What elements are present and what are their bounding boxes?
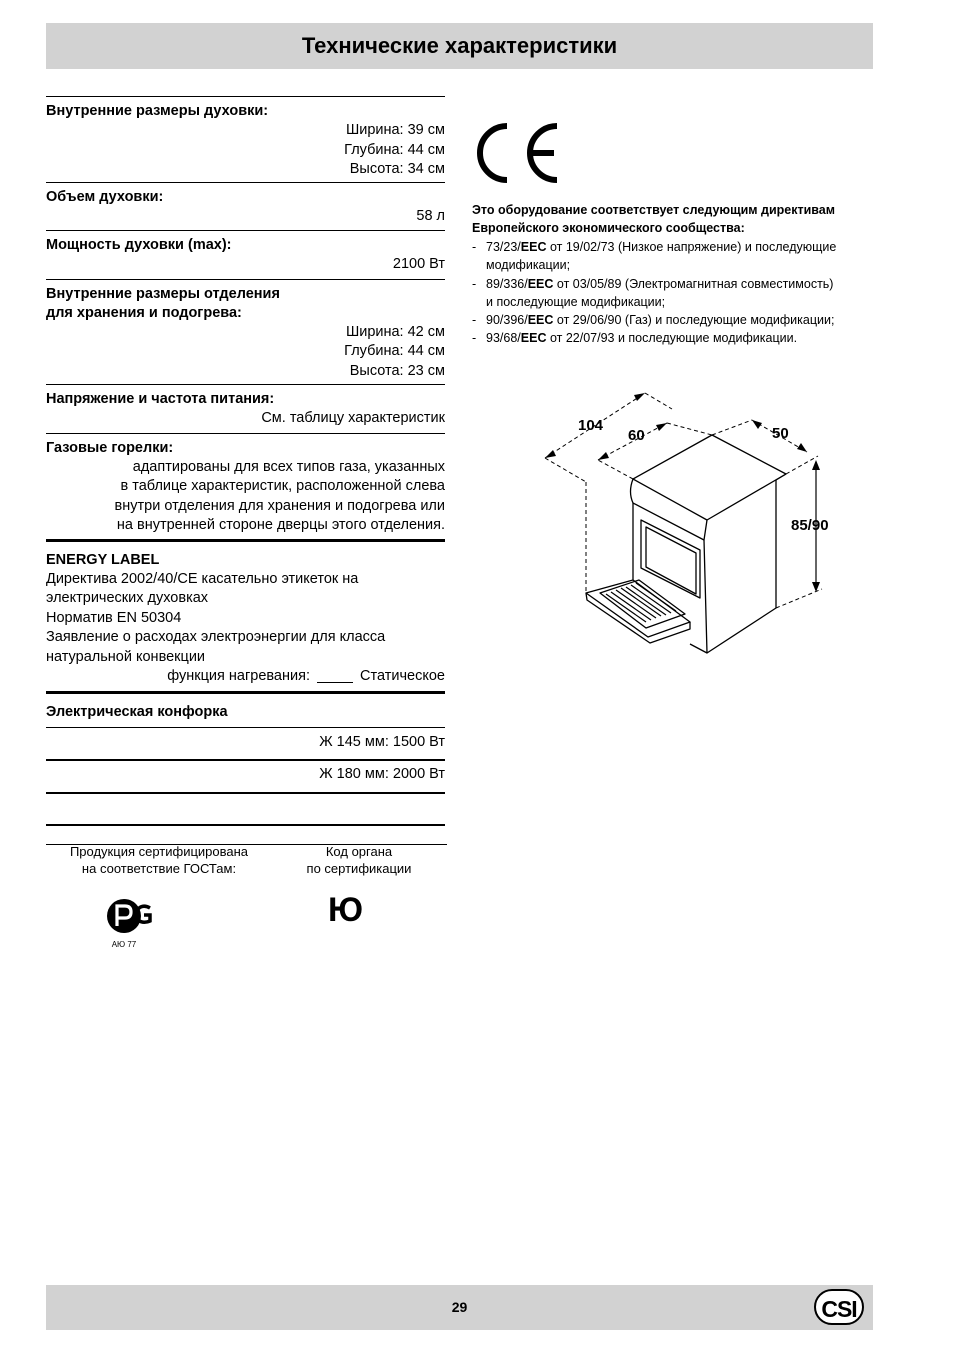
gas-burners-section [46,433,445,539]
energy-label-heading: ENERGY LABEL [46,551,160,568]
directive-text: от 29/06/90 (Газ) и последующие модификации; [553,313,835,328]
heating-function-row [46,667,445,687]
energy-label-line: Норматив EN 50304 [46,609,182,626]
specs-column [46,96,445,845]
gas-burners-line: в таблице характеристик, расположенной слева [120,478,445,494]
oven-volume-section [46,182,445,231]
gas-burners-label: Газовые горелки: [46,439,174,456]
directive-item [472,311,882,329]
energy-label-line: электрических духовках [46,590,209,606]
ce-intro-line1: Это оборудование соответствует следующим директивам [472,203,836,217]
directive-code: EEC [520,331,547,346]
directive-item [472,275,882,312]
energy-label-section [46,539,445,691]
energy-label-line: Заявление о расходах электроэнергии для класса [46,629,386,645]
cert-right-line2: по сертификации [306,861,412,876]
ce-compliance [472,202,882,348]
directive-number: 93/68/ [486,331,521,346]
hotplate-row-value: Ж 145 мм: 1500 Вт [319,733,445,750]
cert-left-line1: Продукция сертифицирована [69,844,249,859]
hotplate-divider [46,792,445,824]
oven-height: Высота: 34 см [349,161,445,177]
storage-dimensions-section [46,279,445,385]
voltage-value: См. таблицу характеристик [261,410,445,426]
directive-item [472,238,882,275]
page-title: Технические характеристики [301,33,618,58]
ce-mark-icon [472,120,562,186]
storage-height: Высота: 23 см [349,362,445,379]
cooktop-surface [633,435,786,520]
cert-left-line2: на соответствие ГОСТам: [81,861,237,876]
directive-list [472,238,882,348]
gas-burners-line: внутри отделения для хранения и подогрева или [114,497,445,514]
oven-volume-label: Объем духовки: [46,188,164,205]
hotplate-divider [46,824,445,844]
rst-mark-icon [100,896,160,952]
oven-power-label: Мощность духовки (max): [46,237,232,253]
hotplate-row [46,727,445,759]
certification-body-mark-icon: Ю [328,891,364,929]
heating-function-label: функция нагревания: [167,668,310,684]
ce-intro-line2: Европейского экономического сообщества: [472,220,745,235]
header-bar [46,23,873,69]
oven-power-section [46,230,445,279]
directive-text: от 22/07/93 и последующие модификации. [546,331,798,346]
storage-width: Ширина: 42 см [345,323,445,340]
voltage-section [46,384,445,433]
energy-label-line: натуральной конвекции [46,648,206,665]
voltage-label: Напряжение и частота питания: [46,391,275,407]
directive-text: от 03/05/89 (Электромагнитная совместимость) [553,276,834,291]
dim-width-label: 50 [772,425,789,442]
directive-text-cont: и последующие модификации; [486,294,666,309]
energy-label-line: Директива 2002/40/CE касательно этикеток на [46,570,359,587]
control-panel [631,479,708,540]
directive-number: 89/336/ [486,276,528,291]
certification-right [289,843,429,877]
dim-height-label: 85/90 [791,517,829,534]
directive-number: 73/23/ [486,240,521,254]
directive-code: EEC [520,240,547,254]
storage-depth: Глубина: 44 см [344,343,445,359]
dim-depth-label: 60 [628,427,645,444]
directive-text-cont: модификации; [486,258,571,273]
open-drawer [586,580,690,637]
heating-function-value: Статическое [360,668,445,684]
storage-dimensions-label-line1: Внутренние размеры отделения [46,285,280,302]
csi-logo-icon: CSI [814,1289,864,1325]
oven-volume-value: 58 л [416,207,445,224]
oven-depth: Глубина: 44 см [344,141,445,158]
oven-dimensions-section [46,96,445,182]
hotplate-row [46,759,445,792]
storage-dimensions-label-line2: для хранения и подогрева: [46,304,242,321]
hotplate-row-value: Ж 180 мм: 2000 Вт [319,765,445,782]
oven-dimension-drawing [530,380,860,670]
certification-left [50,843,268,877]
gas-burners-line: адаптированы для всех типов газа, указанных [132,458,445,475]
page-number: 29 [451,1299,468,1315]
directive-item [472,329,882,347]
oven-width: Ширина: 39 см [345,122,445,138]
oven-dimensions-label: Внутренние размеры духовки: [46,103,269,119]
dim-depth-open-label: 104 [578,417,604,434]
gas-burners-line: на внутренней стороне дверцы этого отделения. [116,517,445,533]
directive-number: 90/396/ [486,313,528,328]
electric-hotplate-label: Электрическая конфорка [46,703,228,720]
directive-text: от 19/02/73 (Низкое напряжение) и последующие [546,240,837,254]
electric-hotplate-section [46,691,445,845]
directive-code: EEC [527,313,554,328]
oven-window [641,520,700,598]
oven-power-value: 2100 Вт [392,256,445,272]
cert-right-line1: Код органа [325,844,393,859]
side-panel [707,474,786,653]
footer-bar [46,1285,873,1330]
directive-code: EEC [527,276,554,291]
heating-function-blank [317,682,353,683]
rst-code: АЮ 77 [111,940,137,949]
